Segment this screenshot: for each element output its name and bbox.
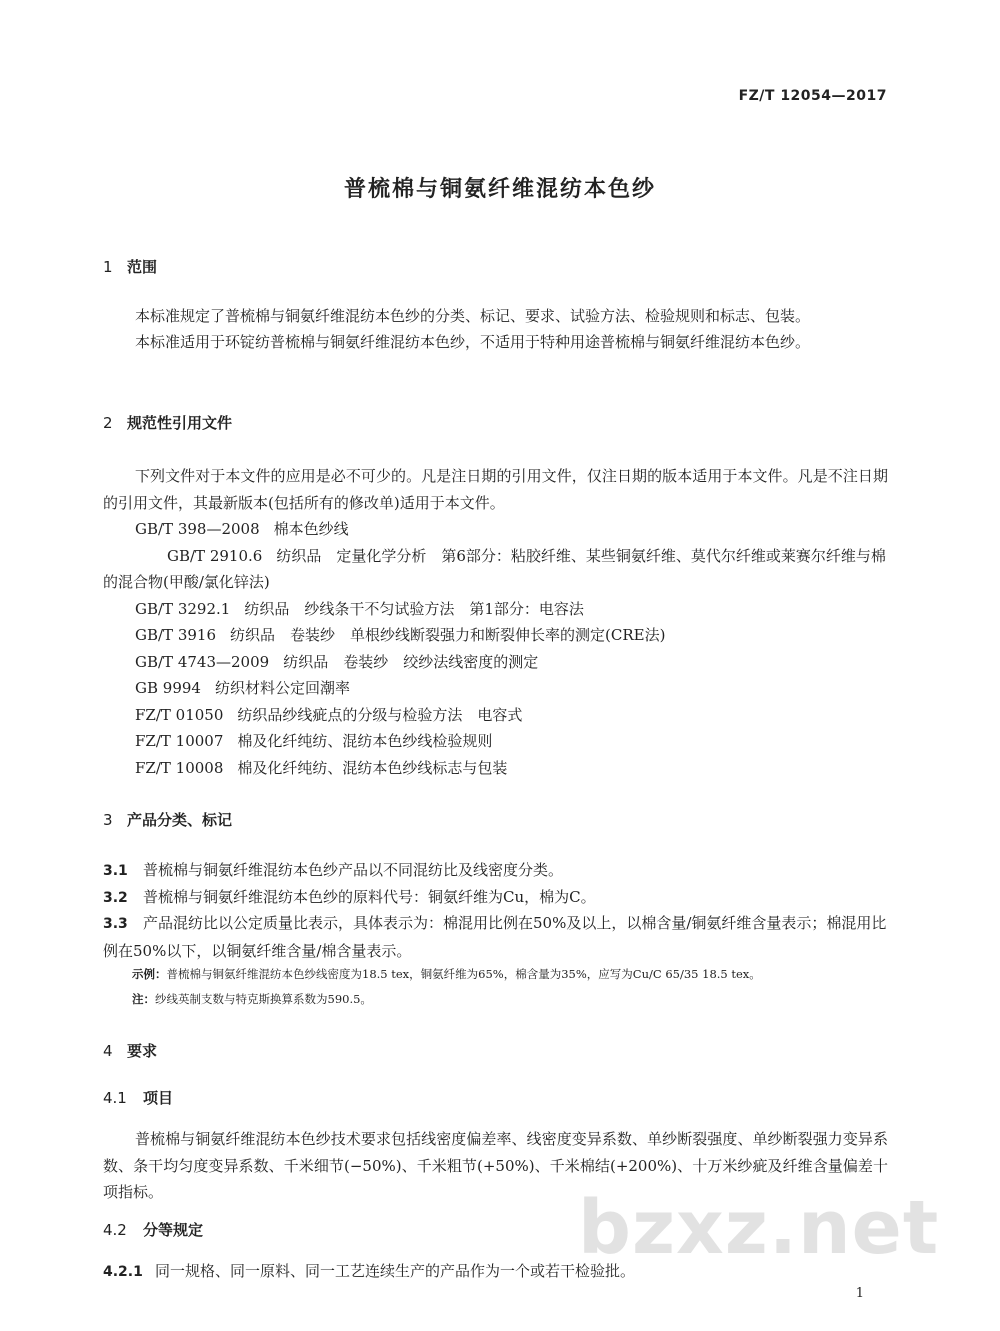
reference-title: 纺织品 卷装纱 单根纱线断裂强力和断裂伸长率的测定(CRE法) [230, 626, 666, 644]
reference-item [103, 543, 888, 596]
scope-paragraph-2: 本标准适用于环锭纺普梳棉与铜氨纤维混纺本色纱，不适用于特种用途普梳棉与铜氨纤维混纺本色纱。 [135, 333, 811, 351]
normative-intro: 下列文件对于本文件的应用是必不可少的。凡是注日期的引用文件，仅注日期的版本适用于本文件。凡是不注日期的引用文件，其最新版本(包括所有的修改单)适用于本文件。 [103, 467, 888, 512]
reference-item [135, 755, 895, 782]
reference-title: 纺织材料公定回潮率 [214, 679, 350, 697]
requirements-items-paragraph: 普梳棉与铜氨纤维混纺本色纱技术要求包括线密度偏差率、线密度变异系数、单纱断裂强度、单纱断裂强力变异系数、条干均匀度变异系数、千米细节(−50%)、千米粗节(+50%)、千米棉结(+200%)、十万米纱疵及纤维含量偏差十项指标。 [103, 1130, 888, 1201]
reference-title: 纺织品 定量化学分析 第6部分：粘胶纤维、某些铜氨纤维、莫代尔纤维或莱赛尔纤维与棉的混合物(甲酸/氯化锌法) [103, 546, 886, 591]
reference-code: GB/T 4743—2009 [135, 652, 270, 671]
reference-code: GB/T 2910.6 [167, 546, 263, 565]
clause-text: 普梳棉与铜氨纤维混纺本色纱的原料代号：铜氨纤维为Cu，棉为C。 [143, 888, 596, 906]
section-2-heading [103, 412, 232, 433]
example-label: 示例： [132, 967, 167, 981]
reference-code: FZ/T 01050 [135, 705, 224, 724]
reference-item [135, 728, 895, 755]
section-4-1-heading [103, 1087, 173, 1108]
standard-code: FZ/T 12054—2017 [738, 88, 887, 104]
section-number: 3 [103, 811, 113, 829]
section-1-heading [103, 256, 157, 277]
clause-3-3 [103, 910, 888, 964]
clause-number: 3.1 [103, 863, 128, 879]
clause-number: 3.3 [103, 916, 128, 932]
reference-item [135, 649, 895, 676]
conversion-note [132, 990, 892, 1008]
note-text: 纱线英制支数与特克斯换算系数为590.5。 [155, 992, 372, 1006]
watermark: bzxz.net [578, 1185, 940, 1271]
reference-title: 纺织品 纱线条干不匀试验方法 第1部分：电容法 [244, 599, 584, 618]
section-3-heading [103, 809, 232, 830]
document-title: 普梳棉与铜氨纤维混纺本色纱 [343, 177, 656, 202]
reference-item [135, 675, 895, 702]
scope-paragraph-1: 本标准规定了普梳棉与铜氨纤维混纺本色纱的分类、标记、要求、试验方法、检验规则和标志、包装。 [135, 307, 811, 325]
example-note [132, 965, 892, 983]
reference-item [135, 596, 895, 623]
reference-title: 棉本色纱线 [273, 520, 349, 538]
reference-title: 纺织品纱线疵点的分级与检验方法 电容式 [237, 705, 523, 724]
section-title: 分等规定 [143, 1221, 204, 1239]
reference-code: GB/T 398—2008 [135, 520, 260, 538]
clause-text: 普梳棉与铜氨纤维混纺本色纱产品以不同混纺比及线密度分类。 [143, 861, 564, 879]
clause-number: 3.2 [103, 890, 128, 906]
reference-item [135, 622, 895, 649]
reference-title: 棉及化纤纯纺、混纺本色纱线标志与包装 [237, 758, 508, 777]
reference-code: FZ/T 10007 [135, 732, 224, 750]
reference-code: FZ/T 10008 [135, 758, 224, 777]
clause-text: 同一规格、同一原料、同一工艺连续生产的产品作为一个或若干检验批。 [155, 1262, 636, 1280]
section-title: 规范性引用文件 [127, 414, 233, 432]
section-title: 范围 [127, 258, 158, 276]
section-number: 4 [103, 1042, 113, 1060]
section-title: 要求 [127, 1042, 158, 1060]
clause-3-1 [103, 857, 888, 885]
reference-code: GB/T 3292.1 [135, 599, 231, 618]
section-4-2-heading [103, 1219, 203, 1240]
clause-number: 4.2.1 [103, 1264, 143, 1280]
reference-item [135, 516, 895, 543]
section-title: 项目 [143, 1089, 174, 1107]
note-label: 注： [132, 992, 155, 1006]
page-number: 1 [855, 1286, 864, 1301]
section-number: 2 [103, 414, 113, 432]
clause-text: 产品混纺比以公定质量比表示，具体表示为：棉混用比例在50%及以上，以棉含量/铜氨纤维含量表示；棉混用比例在50%以下，以铜氨纤维含量/棉含量表示。 [103, 914, 887, 960]
section-title: 产品分类、标记 [127, 811, 233, 829]
reference-title: 棉及化纤纯纺、混纺本色纱线检验规则 [237, 732, 493, 750]
reference-code: GB 9994 [135, 679, 201, 697]
example-text: 普梳棉与铜氨纤维混纺本色纱线密度为18.5 tex，铜氨纤维为65%，棉含量为35%，应写为Cu/C 65/35 18.5 tex。 [166, 967, 761, 981]
reference-title: 纺织品 卷装纱 绞纱法线密度的测定 [283, 652, 539, 671]
section-4-heading [103, 1040, 157, 1061]
reference-list [103, 516, 895, 781]
section-number: 4.1 [103, 1089, 127, 1107]
reference-code: GB/T 3916 [135, 626, 217, 644]
clause-3-2 [103, 884, 888, 912]
section-number: 1 [103, 258, 113, 276]
reference-item [135, 702, 895, 729]
section-number: 4.2 [103, 1221, 127, 1239]
